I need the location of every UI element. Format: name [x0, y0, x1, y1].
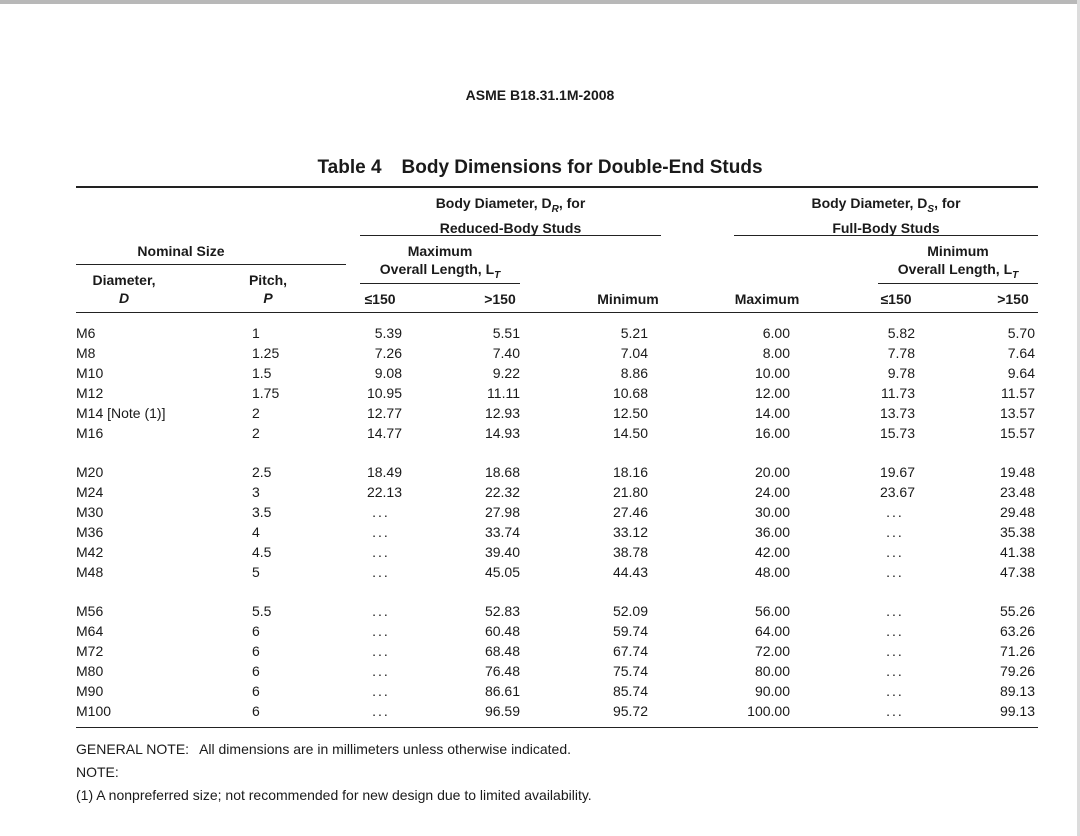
- reduced-minimum-cell: 5.21: [620, 325, 648, 341]
- nominal-size-header: Nominal Size: [137, 243, 225, 259]
- reduced-le150-cell: 18.49: [366, 464, 402, 480]
- reduced-minimum-cell: 59.74: [612, 623, 648, 639]
- diameter-cell: M100: [76, 703, 112, 719]
- reduced-le150-cell: 14.77: [366, 425, 402, 441]
- full-gt150-cell: 7.64: [1007, 345, 1035, 361]
- full-le150-cell: 13.73: [879, 405, 915, 421]
- diameter-header: Diameter, D: [92, 272, 156, 306]
- reduced-gt150-cell: 39.40: [484, 544, 520, 560]
- full-maximum-cell: 64.00: [754, 623, 790, 639]
- general-note: [76, 741, 571, 757]
- reduced-le150-cell: ...: [372, 683, 390, 699]
- full-maximum-cell: 100.00: [747, 703, 790, 719]
- full-maximum-cell: 12.00: [754, 385, 790, 401]
- full-gt150-header: >150: [997, 291, 1029, 307]
- full-gt150-cell: 11.57: [1001, 385, 1035, 401]
- reduced-minimum-cell: 12.50: [612, 405, 648, 421]
- diameter-cell: M48: [76, 564, 104, 580]
- full-gt150-cell: 5.70: [1007, 325, 1035, 341]
- full-gt150-cell: 41.38: [999, 544, 1035, 560]
- diameter-cell: M8: [76, 345, 96, 361]
- full-le150-cell: ...: [886, 663, 904, 679]
- table-bottom-rule: [76, 727, 1038, 728]
- pitch-cell: 6: [252, 683, 260, 699]
- reduced-minimum-header: Minimum: [597, 291, 659, 307]
- reduced-le150-cell: ...: [372, 524, 390, 540]
- pitch-cell: 3: [252, 484, 260, 500]
- reduced-gt150-cell: 96.59: [484, 703, 520, 719]
- reduced-le150-header: ≤150: [364, 291, 396, 307]
- full-le150-cell: 9.78: [887, 365, 915, 381]
- pitch-cell: 4: [252, 524, 260, 540]
- pitch-cell: 1.25: [252, 345, 280, 361]
- full-le150-cell: ...: [886, 683, 904, 699]
- diameter-cell: M16: [76, 425, 104, 441]
- reduced-minimum-cell: 67.74: [612, 643, 648, 659]
- diameter-cell: M80: [76, 663, 104, 679]
- reduced-minimum-cell: 14.50: [612, 425, 648, 441]
- reduced-gt150-cell: 33.74: [484, 524, 520, 540]
- full-maximum-cell: 56.00: [754, 603, 790, 619]
- full-gt150-cell: 19.48: [999, 464, 1035, 480]
- full-maximum-cell: 10.00: [754, 365, 790, 381]
- pitch-cell: 6: [252, 703, 260, 719]
- nominal-size-rule: [76, 264, 346, 265]
- reduced-minimum-cell: 33.12: [612, 524, 648, 540]
- full-gt150-cell: 99.13: [999, 703, 1035, 719]
- diameter-cell: M14 [Note (1)]: [76, 405, 166, 421]
- reduced-gt150-cell: 27.98: [484, 504, 520, 520]
- full-le150-cell: 19.67: [879, 464, 915, 480]
- full-le150-cell: ...: [886, 643, 904, 659]
- pitch-cell: 1.75: [252, 385, 280, 401]
- reduced-le150-cell: ...: [372, 623, 390, 639]
- reduced-gt150-cell: 45.05: [484, 564, 520, 580]
- full-gt150-cell: 23.48: [999, 484, 1035, 500]
- table-number: Table 4: [317, 157, 382, 178]
- reduced-gt150-cell: 14.93: [484, 425, 520, 441]
- full-gt150-cell: 13.57: [999, 405, 1035, 421]
- reduced-le150-cell: 12.77: [366, 405, 402, 421]
- reduced-le150-cell: ...: [372, 643, 390, 659]
- diameter-cell: M72: [76, 643, 104, 659]
- diameter-cell: M6: [76, 325, 96, 341]
- full-gt150-cell: 29.48: [999, 504, 1035, 520]
- full-gt150-cell: 47.38: [999, 564, 1035, 580]
- reduced-minimum-cell: 44.43: [612, 564, 648, 580]
- diameter-cell: M12: [76, 385, 104, 401]
- reduced-le150-cell: ...: [372, 564, 390, 580]
- full-le150-cell: 5.82: [887, 325, 915, 341]
- reduced-le150-cell: ...: [372, 703, 390, 719]
- full-maximum-cell: 14.00: [754, 405, 790, 421]
- reduced-le150-cell: 9.08: [374, 365, 402, 381]
- full-maximum-cell: 24.00: [754, 484, 790, 500]
- pitch-cell: 1.5: [252, 365, 272, 381]
- reduced-max-header: Maximum Overall Length, $L_T$: [379, 243, 501, 281]
- pitch-cell: 6: [252, 643, 260, 659]
- diameter-cell: M20: [76, 464, 104, 480]
- full-gt150-cell: 89.13: [999, 683, 1035, 699]
- reduced-gt150-cell: 76.48: [484, 663, 520, 679]
- pitch-cell: 6: [252, 663, 260, 679]
- reduced-minimum-cell: 7.04: [620, 345, 648, 361]
- pitch-cell: 3.5: [252, 504, 272, 520]
- full-le150-cell: ...: [886, 623, 904, 639]
- reduced-minimum-cell: 52.09: [612, 603, 648, 619]
- reduced-minimum-cell: 27.46: [612, 504, 648, 520]
- full-gt150-cell: 9.64: [1007, 365, 1035, 381]
- full-gt150-cell: 79.26: [999, 663, 1035, 679]
- reduced-minimum-cell: 8.86: [620, 365, 648, 381]
- full-le150-cell: 23.67: [879, 484, 915, 500]
- table-title: [0, 157, 1080, 179]
- note-1: (1) A nonpreferred size; not recommended for new design due to limited availability.: [76, 787, 592, 803]
- reduced-gt150-cell: 18.68: [484, 464, 520, 480]
- reduced-le150-cell: 22.13: [366, 484, 402, 500]
- general-note-label: GENERAL NOTE:: [76, 741, 190, 757]
- pitch-cell: 5.5: [252, 603, 272, 619]
- pitch-cell: 2: [252, 405, 260, 421]
- pitch-cell: 4.5: [252, 544, 272, 560]
- full-le150-cell: ...: [886, 564, 904, 580]
- full-le150-cell: 7.78: [887, 345, 915, 361]
- full-maximum-header: Maximum: [734, 291, 800, 307]
- full-maximum-cell: 6.00: [762, 325, 790, 341]
- reduced-gt150-cell: 68.48: [484, 643, 520, 659]
- diameter-cell: M64: [76, 623, 104, 639]
- reduced-minimum-cell: 10.68: [612, 385, 648, 401]
- diameter-cell: M90: [76, 683, 104, 699]
- full-gt150-cell: 55.26: [999, 603, 1035, 619]
- reduced-gt150-cell: 52.83: [484, 603, 520, 619]
- reduced-gt150-header: >150: [484, 291, 516, 307]
- full-min-header: Minimum Overall Length, $L_T$: [897, 243, 1019, 281]
- reduced-le150-cell: ...: [372, 504, 390, 520]
- diameter-cell: M42: [76, 544, 104, 560]
- full-maximum-cell: 42.00: [754, 544, 790, 560]
- full-le150-header: ≤150: [880, 291, 912, 307]
- reduced-gt150-cell: 12.93: [484, 405, 520, 421]
- full-le150-cell: ...: [886, 603, 904, 619]
- reduced-gt150-cell: 7.40: [492, 345, 520, 361]
- general-note-text: All dimensions are in millimeters unless otherwise indicated.: [199, 741, 571, 757]
- reduced-minimum-cell: 75.74: [612, 663, 648, 679]
- full-le150-cell: ...: [886, 524, 904, 540]
- reduced-minimum-cell: 85.74: [612, 683, 648, 699]
- reduced-gt150-cell: 9.22: [492, 365, 520, 381]
- diameter-cell: M36: [76, 524, 104, 540]
- table-top-rule: [76, 186, 1038, 188]
- document-header: ASME B18.31.1M-2008: [465, 87, 615, 103]
- reduced-gt150-cell: 22.32: [484, 484, 520, 500]
- reduced-minimum-cell: 18.16: [612, 464, 648, 480]
- full-maximum-cell: 48.00: [754, 564, 790, 580]
- diameter-cell: M30: [76, 504, 104, 520]
- reduced-le150-cell: ...: [372, 603, 390, 619]
- full-le150-cell: ...: [886, 703, 904, 719]
- full-maximum-cell: 72.00: [754, 643, 790, 659]
- full-maximum-cell: 80.00: [754, 663, 790, 679]
- pitch-cell: 1: [252, 325, 260, 341]
- full-le150-cell: ...: [886, 544, 904, 560]
- diameter-cell: M56: [76, 603, 104, 619]
- viewer-top-border: [0, 0, 1080, 4]
- full-gt150-cell: 35.38: [999, 524, 1035, 540]
- full-le150-cell: ...: [886, 504, 904, 520]
- reduced-minimum-cell: 95.72: [612, 703, 648, 719]
- full-gt150-cell: 15.57: [999, 425, 1035, 441]
- full-maximum-cell: 16.00: [754, 425, 790, 441]
- reduced-gt150-cell: 86.61: [484, 683, 520, 699]
- pitch-cell: 6: [252, 623, 260, 639]
- full-maximum-cell: 36.00: [754, 524, 790, 540]
- diameter-cell: M24: [76, 484, 104, 500]
- table-title-text: Body Dimensions for Double-End Studs: [401, 157, 763, 178]
- pitch-cell: 2.5: [252, 464, 272, 480]
- reduced-gt150-cell: 5.51: [492, 325, 520, 341]
- full-maximum-cell: 30.00: [754, 504, 790, 520]
- full-maximum-cell: 20.00: [754, 464, 790, 480]
- reduced-minimum-cell: 21.80: [612, 484, 648, 500]
- full-le150-cell: 11.73: [881, 385, 915, 401]
- reduced-body-group-header: Body Diameter, $D_R$, for Reduced-Body Studs: [435, 195, 586, 236]
- full-maximum-cell: 8.00: [762, 345, 790, 361]
- full-maximum-cell: 90.00: [754, 683, 790, 699]
- reduced-le150-cell: ...: [372, 544, 390, 560]
- header-bottom-rule: [76, 312, 1038, 313]
- full-gt150-cell: 63.26: [999, 623, 1035, 639]
- reduced-le150-cell: ...: [372, 663, 390, 679]
- pitch-cell: 5: [252, 564, 260, 580]
- reduced-gt150-cell: 60.48: [484, 623, 520, 639]
- pitch-header: Pitch, P: [248, 272, 288, 306]
- reduced-gt150-cell: 11.11: [487, 385, 520, 401]
- full-body-group-header: Body Diameter, $D_S$, for Full-Body Studs: [811, 195, 961, 236]
- pitch-cell: 2: [252, 425, 260, 441]
- full-gt150-cell: 71.26: [999, 643, 1035, 659]
- reduced-le150-cell: 7.26: [374, 345, 402, 361]
- full-le150-cell: 15.73: [879, 425, 915, 441]
- reduced-minimum-cell: 38.78: [612, 544, 648, 560]
- reduced-le150-cell: 5.39: [374, 325, 402, 341]
- reduced-le150-cell: 10.95: [366, 385, 402, 401]
- diameter-cell: M10: [76, 365, 104, 381]
- note-label: NOTE:: [76, 764, 119, 780]
